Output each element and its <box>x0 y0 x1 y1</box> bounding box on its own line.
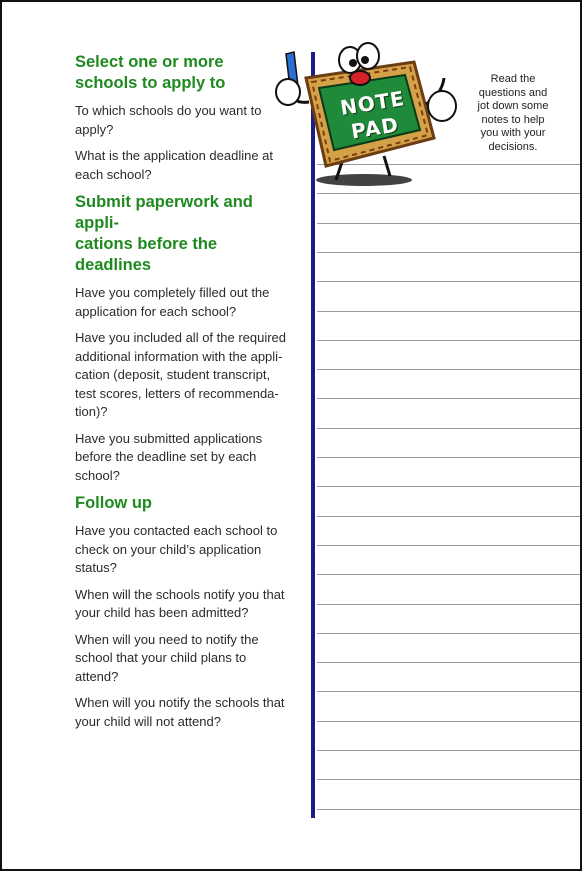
glove-icon <box>276 79 300 105</box>
caption-line: you with your <box>480 127 546 139</box>
question-line: To which schools do you want to <box>75 103 262 118</box>
question <box>75 430 297 486</box>
note-line <box>317 779 580 780</box>
section-submit-paperwork <box>75 192 297 485</box>
note-line <box>317 633 580 634</box>
section-follow-up <box>75 493 297 731</box>
note-line <box>317 486 580 487</box>
pupil <box>361 56 369 64</box>
question-line: Have you completely filled out the <box>75 285 270 300</box>
heading-line: schools to apply to <box>75 74 226 92</box>
caption-line: jot down some <box>477 100 549 112</box>
question-line: apply? <box>75 121 114 137</box>
question-line: tion)? <box>75 404 108 419</box>
eye-icon <box>357 43 379 69</box>
nose-icon <box>350 71 370 85</box>
note-line <box>317 691 580 692</box>
notepad-caption <box>468 73 558 154</box>
caption-line: decisions. <box>488 140 538 153</box>
heading-line: Select one or more <box>75 53 224 71</box>
question-line: Have you contacted each school to <box>75 523 278 538</box>
note-line <box>317 398 580 399</box>
note-line <box>317 750 580 751</box>
mascot-shadow <box>316 174 412 186</box>
question <box>75 586 297 623</box>
question-line: When will you notify the schools that <box>75 695 285 710</box>
section-heading <box>75 493 297 514</box>
question <box>75 284 297 321</box>
note-line <box>317 223 580 224</box>
question-line: school? <box>75 467 120 483</box>
note-line <box>317 545 580 546</box>
caption-line: questions and <box>478 86 548 99</box>
note-line <box>317 281 580 282</box>
question-line: your child has been admitted? <box>75 605 249 620</box>
question-line: status? <box>75 560 117 575</box>
question <box>75 631 297 687</box>
note-line <box>317 340 580 341</box>
question-line: Have you submitted applications <box>75 430 263 446</box>
question-line: application for each school? <box>75 303 237 319</box>
note-line <box>317 369 580 370</box>
heading-line: Follow up <box>75 494 152 512</box>
note-line <box>317 252 580 253</box>
question-line: check on your child’s application <box>75 541 262 557</box>
note-line <box>317 428 580 429</box>
note-line <box>317 809 580 810</box>
note-line <box>317 516 580 517</box>
question-line: before the deadline set by each <box>75 449 257 464</box>
caption-line: notes to help <box>481 113 545 126</box>
note-line <box>317 574 580 575</box>
question-line: additional information with the appli- <box>75 348 283 364</box>
question-line: When will you need to notify the <box>75 631 259 647</box>
question-line: Have you included all of the required <box>75 330 287 345</box>
note-line <box>317 311 580 312</box>
pupil <box>349 59 357 67</box>
question-line: cation (deposit, student transcript, <box>75 367 271 382</box>
question <box>75 329 297 422</box>
question <box>75 694 297 731</box>
question-line: What is the application deadline at <box>75 148 274 163</box>
section-heading <box>75 192 297 276</box>
question-line: attend? <box>75 668 119 684</box>
note-line <box>317 604 580 605</box>
note-line <box>317 662 580 663</box>
question-line: school that your child plans to <box>75 650 247 665</box>
pad-label-note: NOTE <box>338 86 407 120</box>
question <box>75 522 297 578</box>
heading-line: cations before the deadlines <box>75 235 218 274</box>
heading-line: Submit paperwork and appli- <box>75 193 253 232</box>
pad-label-pad: PAD <box>349 112 401 144</box>
caption-line: Read the <box>490 73 536 85</box>
note-line <box>317 457 580 458</box>
note-line <box>317 193 580 194</box>
question-line: test scores, letters of recommenda- <box>75 385 279 401</box>
glove-icon <box>428 91 456 121</box>
note-line <box>317 721 580 722</box>
question-line: When will the schools notify you that <box>75 586 285 602</box>
question-line: your child will not attend? <box>75 713 221 729</box>
question-line: each school? <box>75 166 152 182</box>
